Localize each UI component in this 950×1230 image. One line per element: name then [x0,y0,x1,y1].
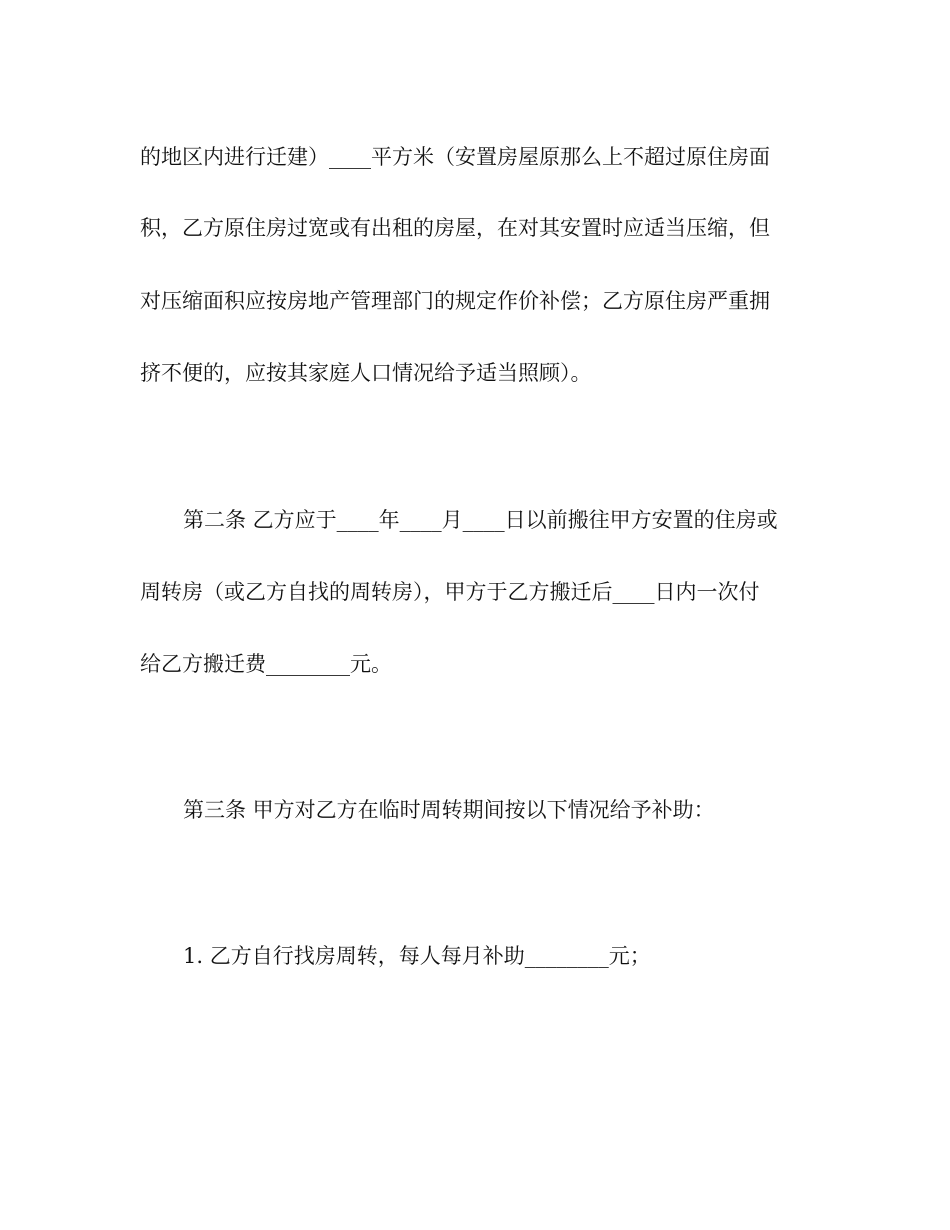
article-2-line-2: 周转房（或乙方自找的周转房），甲方于乙方搬迁后____日内一次付 [140,580,760,604]
paragraph-1-line-1: 的地区内进行迁建）____平方米（安置房屋原那么上不超过原住房面 [140,145,770,169]
item-1-line-1: 1. 乙方自行找房周转，每人每月补助________元； [183,944,651,968]
paragraph-1-line-4: 挤不便的，应按其家庭人口情况给予适当照顾）。 [140,361,592,385]
paragraph-1-line-3: 对压缩面积应按房地产管理部门的规定作价补偿；乙方原住房严重拥 [140,289,770,313]
article-2-line-3: 给乙方搬迁费________元。 [140,652,392,676]
article-3-line-1: 第三条 甲方对乙方在临时周转期间按以下情况给予补助： [183,798,715,822]
article-2-line-1: 第二条 乙方应于____年____月____日以前搬往甲方安置的住房或 [183,508,778,532]
paragraph-1-line-2: 积，乙方原住房过宽或有出租的房屋，在对其安置时应适当压缩，但 [140,216,770,240]
